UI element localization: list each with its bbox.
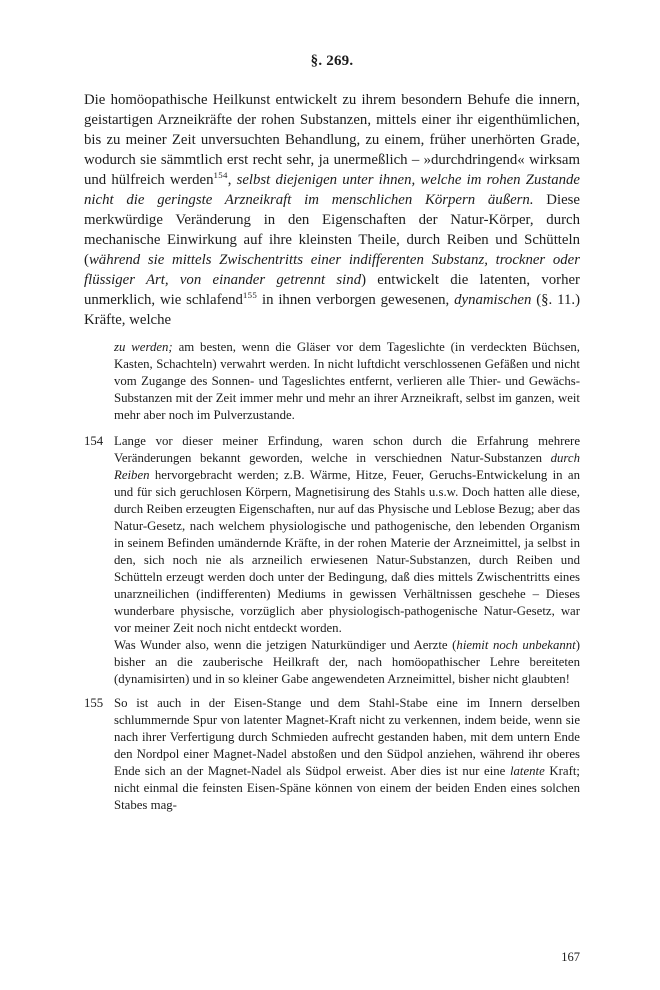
footnote-paragraph: Was Wunder also, wenn die jetzigen Naturkündiger und Aerzte (hiemit noch unbekannt) bisher an die zauberische Heilkraft der, nach homöopathischer Lehre bereiteten (dynamisirten) und in so kleiner Gabe angewendeten Arzneimittel, bisher nicht glaubten! (114, 638, 580, 686)
footnote-number: 154 (84, 434, 104, 448)
footnote-number: 155 (84, 696, 104, 710)
main-paragraph: Die homöopathische Heilkunst entwickelt zu ihrem besondern Behufe die innern, geistartigen Arzneikräfte der rohen Substanzen, mittels einer ihr eigenthümlichen, bis zu meiner Zeit unversuchten Behandlung, zu einem, früher unerhörten Grade, wodurch sie sämmtlich erst recht sehr, ja unermeßlich – »durchdringend« wirksam und hülfreich werden$^{154}$, selbst diejenigen unter ihnen, welche im rohen Zustande nicht die geringste Arzneikraft im menschlichen Körpern äußern. Diese merkwürdige Veränderung in den Eigenschaften der Natur-Körper, durch mechanische Einwirkung auf ihre kleinsten Theile, durch Reiben und Schütteln (während sie mittels Zwischentritts einer indifferenten Substanz, trockner oder flüssiger Art, von einander getrennt sind) entwickelt die latenten, vorher unmerklich, wie schlafend$^{155}$ in ihnen verborgen gewesenen, dynamischen (§. 11.) Kräfte, welche (84, 92, 580, 328)
footnote-paragraph: Lange vor dieser meiner Erfindung, waren schon durch die Erfahrung mehrere Veränderungen bekannt geworden, welche in verschiednen Natur-Substanzen durch Reiben hervorgebracht werden; z.B. Wärme, Hitze, Feuer, Geruchs-Entwickelung in an und für sich geruchlosen Körpern, Magnetisirung des Stahls u.s.w. Doch hatten alle diese, durch Reiben erzeugten Eigenschaften, nur auf das Physische und Leblose Bezug; aber das Natur-Gesetz, nach welchem physiologische und pathogenische, den lebenden Organism in seinem Befinden umändernde Kräfte, in der rohen Materie der Arzneimittel, ja selbst in den, sich noch nie als arzneilich erwiesenen Natur-Substanzen, durch Reiben und Schütteln erzeugt werden doch unter der Bedingung, daß dies mittels Zwischentritts eines unarzneilichen (indifferenten) Mediums in gewissen Verhältnissen geschehe – Dieses wunderbare physische, vorzüglich aber physiologisch-pathogenische Natur-Gesetz, war vor meiner Zeit noch nicht entdeckt worden. (114, 434, 580, 635)
footnote-155 (84, 695, 580, 814)
page-number: 167 (561, 950, 580, 964)
section-heading: §. 269. (310, 53, 354, 69)
footnote-paragraph: So ist auch in der Eisen-Stange und dem Stahl-Stabe eine im Innern derselben schlummernde Spur von latenter Magnet-Kraft nicht zu verkennen, indem beide, wenn sie nach ihrer Verfertigung durch Schmieden aufrecht gestanden haben, mit dem untern Ende den Nordpol einer Magnet-Nadel abstoßen und den Südpol anziehen, während ihr oberes Ende sich an der Magnet-Nadel als Südpol erweist. Aber dies ist nur eine latente Kraft; nicht einmal die feinsten Eisen-Späne können von einem der beiden Enden eines solchen Stabes mag- (114, 696, 580, 812)
footnote-text (114, 695, 580, 814)
footnote-text (114, 433, 580, 688)
footnote-154 (84, 433, 580, 688)
inset-note: zu werden; am besten, wenn die Gläser vor dem Tageslichte (in verdeckten Büchsen, Kasten, Schachteln) verwahrt werden. In nicht luftdicht verschlossenen Gefäßen und nicht vom Zugange des Sonnen- und Tageslichtes entfernt, verlieren alle Thier- und Gewächs-Substanzen mit der Zeit immer mehr und mehr an ihrer Arzneikraft, selbst im ganzen, weit mehr aber noch im Pulverzustande. (114, 340, 580, 422)
